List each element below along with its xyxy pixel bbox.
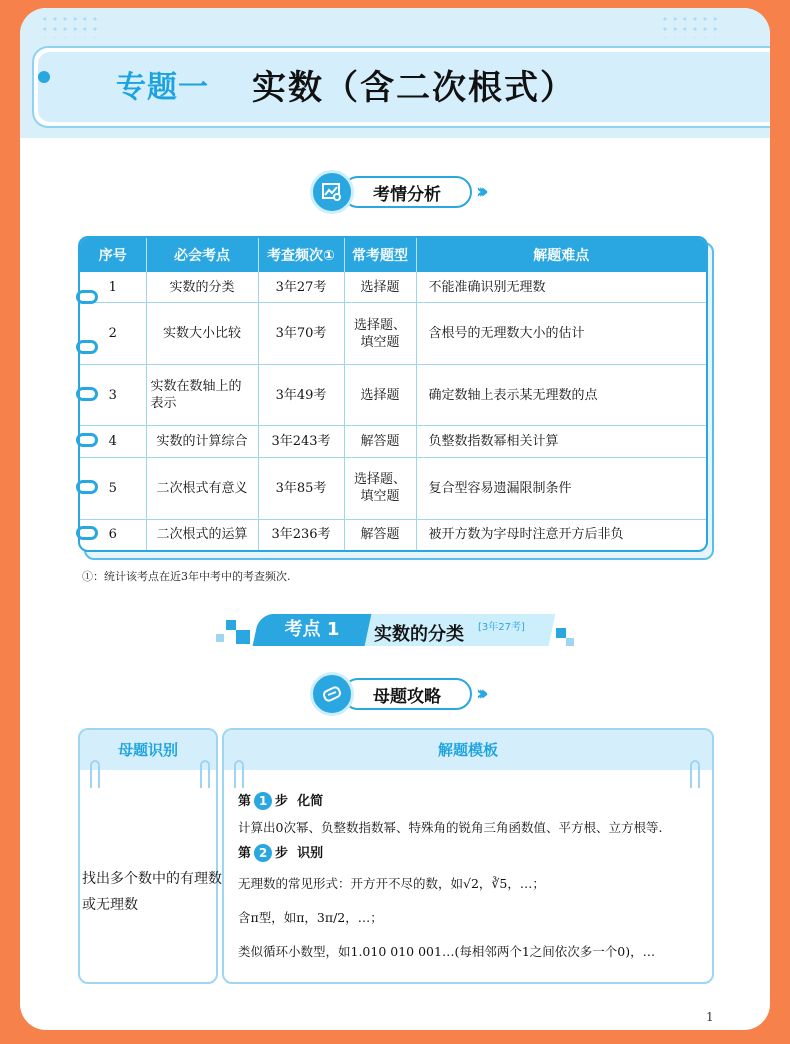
table-row [80, 519, 706, 550]
cell-difficulty: 负整数指数幂相关计算 [416, 426, 706, 458]
cell-no: 6 [80, 519, 146, 550]
header-banner [20, 8, 770, 138]
decor-square [216, 634, 224, 642]
decor-square [226, 620, 236, 630]
binder-hook-icon [690, 760, 700, 788]
column-header: 序号 [80, 238, 146, 272]
page-title: 实数（含二次根式） [252, 68, 576, 108]
cell-difficulty: 复合型容易遗漏限制条件 [416, 458, 706, 520]
kaodian-label-bg [253, 614, 372, 646]
cell-type: 选择题、填空题 [344, 458, 416, 520]
kaodian-label: 考点 1 [284, 619, 340, 640]
cell-type: 解答题 [344, 426, 416, 458]
table-row [80, 458, 706, 520]
cell-difficulty: 被开方数为字母时注意开方后非负 [428, 527, 624, 543]
page [20, 8, 770, 1030]
cell-difficulty: 含根号的无理数大小的估计 [416, 303, 706, 365]
box-heading: 解题模板 [224, 730, 712, 770]
banner-bullet-icon [38, 71, 50, 83]
cell-freq: 3年236考 [258, 519, 344, 550]
scroll-icon [310, 672, 354, 716]
page-number: 1 [706, 1010, 714, 1024]
cell-difficulty: 不能准确识别无理数 [416, 272, 706, 303]
binder-ring-icon [76, 387, 98, 401]
cell-point: 二次根式的运算 [146, 519, 258, 550]
binder-ring-icon [76, 526, 98, 540]
irrational-form-decimal: 类似循环小数型，如1.010 010 001…(每相邻两个1之间依次多一个0)，… [238, 944, 656, 959]
step-title: 化简 [297, 794, 324, 809]
cell-no: 1 [80, 272, 146, 303]
topic-number: 专题一 [116, 70, 209, 105]
irrational-form-sqrt: 无理数的常见形式：开方开不尽的数，如√2，∛5，…； [238, 876, 545, 891]
step-number-badge: 2 [254, 844, 272, 862]
kaodian-title: 实数的分类 [374, 624, 464, 645]
chart-analysis-icon [310, 170, 354, 214]
cell-no: 2 [80, 303, 146, 365]
cell-type: 选择题、填空题 [344, 303, 416, 365]
cell-freq: 3年49考 [258, 364, 344, 426]
cell-freq: 3年70考 [258, 303, 344, 365]
decor-dots [660, 14, 720, 38]
step-1-text: 计算出0次幂、负整数指数幂、特殊角的锐角三角函数值、平方根、立方根等. [238, 820, 663, 835]
column-header: 考查频次① [258, 238, 344, 272]
step-2-heading: 第 2 步 识别 [238, 846, 324, 861]
binder-hook-icon [90, 760, 100, 788]
cell-type: 解答题 [344, 519, 416, 550]
binder-hook-icon [234, 760, 244, 788]
table-row [80, 426, 706, 458]
chevrons-right-icon: ››› [476, 681, 483, 705]
cell-freq: 3年85考 [258, 458, 344, 520]
section-title: 母题攻略 [342, 678, 472, 710]
cell-no: 4 [80, 426, 146, 458]
section-title: 考情分析 [342, 176, 472, 208]
cell-point: 实数在数轴上的表示 [146, 364, 258, 426]
exam-analysis-table [78, 236, 708, 552]
kaodian-frequency-tag: [3年27考] [478, 622, 525, 633]
cell-freq: 3年243考 [258, 426, 344, 458]
binder-ring-icon [76, 480, 98, 494]
step-number-badge: 1 [254, 792, 272, 810]
cell-type: 选择题 [344, 272, 416, 303]
table-row [80, 303, 706, 365]
decor-square [556, 628, 566, 638]
section-header-strategy [310, 672, 510, 716]
box-heading: 母题识别 [80, 730, 216, 770]
table-footnote: ①：统计该考点在近3年中考中的考查频次. [82, 570, 291, 583]
cell-freq: 3年27考 [258, 272, 344, 303]
cell-difficulty: 确定数轴上表示某无理数的点 [416, 364, 706, 426]
column-header: 解题难点 [416, 238, 706, 272]
cell-point: 实数大小比较 [146, 303, 258, 365]
irrational-form-pi: 含π型，如π，3π/2，…； [238, 910, 383, 925]
column-header: 必会考点 [146, 238, 258, 272]
binder-ring-icon [76, 433, 98, 447]
problem-recognition-text: 找出多个数中的有理数或无理数 [82, 871, 222, 913]
cell-point: 二次根式有意义 [146, 458, 258, 520]
step-title: 识别 [297, 846, 324, 861]
column-header: 常考题型 [344, 238, 416, 272]
table-header-row [80, 238, 706, 272]
binder-ring-icon [76, 290, 98, 304]
table-row [80, 272, 706, 303]
section-header-analysis [310, 170, 510, 214]
decor-square [566, 638, 574, 646]
step-1-heading: 第 1 步 化简 [238, 794, 324, 809]
decor-square [236, 630, 250, 644]
decor-dots [40, 14, 100, 38]
binder-ring-icon [76, 340, 98, 354]
cell-no: 3 [80, 364, 146, 426]
binder-hook-icon [200, 760, 210, 788]
table-row [80, 364, 706, 426]
cell-point: 实数的计算综合 [146, 426, 258, 458]
chevrons-right-icon: ››› [476, 179, 483, 203]
cell-type: 选择题 [344, 364, 416, 426]
cell-point: 实数的分类 [146, 272, 258, 303]
cell-no: 5 [80, 458, 146, 520]
